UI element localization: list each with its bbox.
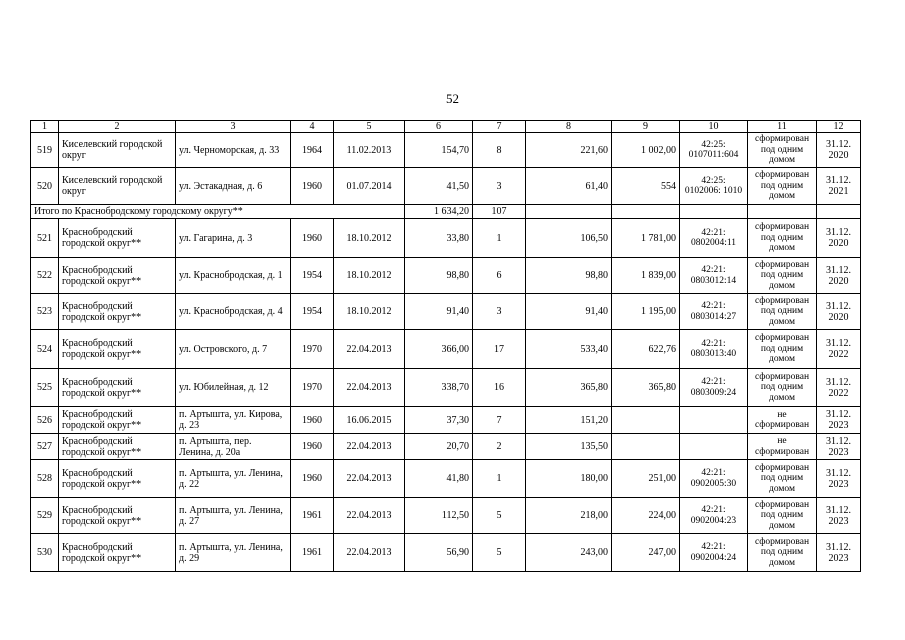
empty-cell — [748, 205, 817, 219]
date-cell: 18.10.2012 — [334, 258, 405, 294]
municipality-cell: Краснобродский городской округ** — [59, 434, 176, 460]
municipality-cell: Киселевский городской округ — [59, 168, 176, 205]
year-cell: 1954 — [291, 258, 334, 294]
area-cell: 37,30 — [405, 407, 473, 434]
year-cell: 1961 — [291, 534, 334, 572]
municipality-cell: Краснобродский городской округ** — [59, 460, 176, 498]
total-area-cell: 221,60 — [526, 133, 612, 168]
empty-cell — [526, 205, 612, 219]
header-cell: 1 — [31, 121, 59, 133]
land-area-cell: 554 — [612, 168, 680, 205]
header-cell: 3 — [176, 121, 291, 133]
deadline-cell: 31.12. 2023 — [817, 498, 861, 534]
area-cell: 366,00 — [405, 330, 473, 369]
residents-cell: 16 — [473, 369, 526, 407]
land-status-cell: сформирован под одним домом — [748, 294, 817, 330]
total-area-cell: 365,80 — [526, 369, 612, 407]
header-cell: 7 — [473, 121, 526, 133]
year-cell: 1960 — [291, 219, 334, 258]
deadline-cell: 31.12. 2023 — [817, 534, 861, 572]
table-body — [31, 121, 861, 572]
land-status-cell: не сформирован — [748, 434, 817, 460]
date-cell: 22.04.2013 — [334, 498, 405, 534]
cadastral-number-cell — [680, 407, 748, 434]
housing-table — [30, 120, 861, 572]
residents-cell: 7 — [473, 407, 526, 434]
address-cell: п. Артышта, ул. Ленина, д. 22 — [176, 460, 291, 498]
row-number-cell: 529 — [31, 498, 59, 534]
header-cell: 12 — [817, 121, 861, 133]
residents-cell: 3 — [473, 168, 526, 205]
land-status-cell: сформирован под одним домом — [748, 219, 817, 258]
row-number-cell: 522 — [31, 258, 59, 294]
table-row — [31, 434, 861, 460]
municipality-cell: Краснобродский городской округ** — [59, 498, 176, 534]
row-number-cell: 523 — [31, 294, 59, 330]
row-number-cell: 527 — [31, 434, 59, 460]
date-cell: 22.04.2013 — [334, 460, 405, 498]
municipality-cell: Краснобродский городской округ** — [59, 534, 176, 572]
cadastral-number-cell: 42:21: 0803012:14 — [680, 258, 748, 294]
cadastral-number-cell: 42:21: 0902004:23 — [680, 498, 748, 534]
deadline-cell: 31.12. 2021 — [817, 168, 861, 205]
row-number-cell: 520 — [31, 168, 59, 205]
land-area-cell: 365,80 — [612, 369, 680, 407]
row-number-cell: 524 — [31, 330, 59, 369]
year-cell: 1954 — [291, 294, 334, 330]
row-number-cell: 519 — [31, 133, 59, 168]
table-row — [31, 294, 861, 330]
year-cell: 1970 — [291, 330, 334, 369]
header-cell: 4 — [291, 121, 334, 133]
deadline-cell: 31.12. 2020 — [817, 258, 861, 294]
residents-cell: 3 — [473, 294, 526, 330]
deadline-cell: 31.12. 2023 — [817, 460, 861, 498]
municipality-cell: Краснобродский городской округ** — [59, 407, 176, 434]
total-area-cell: 91,40 — [526, 294, 612, 330]
land-area-cell: 622,76 — [612, 330, 680, 369]
municipality-cell: Краснобродский городской округ** — [59, 258, 176, 294]
cadastral-number-cell: 42:21: 0902005:30 — [680, 460, 748, 498]
total-area-cell: 533,40 — [526, 330, 612, 369]
date-cell: 01.07.2014 — [334, 168, 405, 205]
page-number: 52 — [446, 91, 459, 106]
total-area-cell: 135,50 — [526, 434, 612, 460]
row-number-cell: 530 — [31, 534, 59, 572]
area-cell: 56,90 — [405, 534, 473, 572]
residents-cell: 2 — [473, 434, 526, 460]
area-cell: 112,50 — [405, 498, 473, 534]
land-status-cell: сформирован под одним домом — [748, 133, 817, 168]
area-cell: 33,80 — [405, 219, 473, 258]
address-cell: ул. Краснобродская, д. 1 — [176, 258, 291, 294]
cadastral-number-cell: 42:21: 0803013:40 — [680, 330, 748, 369]
year-cell: 1970 — [291, 369, 334, 407]
area-cell: 154,70 — [405, 133, 473, 168]
date-cell: 22.04.2013 — [334, 330, 405, 369]
total-area-cell: 218,00 — [526, 498, 612, 534]
row-number-cell: 525 — [31, 369, 59, 407]
total-area-cell: 151,20 — [526, 407, 612, 434]
land-status-cell: сформирован под одним домом — [748, 460, 817, 498]
header-cell: 5 — [334, 121, 405, 133]
table-row — [31, 168, 861, 205]
table-row — [31, 219, 861, 258]
residents-cell: 17 — [473, 330, 526, 369]
cadastral-number-cell: 42:21: 0902004:24 — [680, 534, 748, 572]
municipality-cell: Краснобродский городской округ** — [59, 330, 176, 369]
header-cell: 9 — [612, 121, 680, 133]
date-cell: 22.04.2013 — [334, 369, 405, 407]
residents-cell: 5 — [473, 534, 526, 572]
area-cell: 338,70 — [405, 369, 473, 407]
deadline-cell: 31.12. 2022 — [817, 330, 861, 369]
header-row — [31, 121, 861, 133]
header-cell: 8 — [526, 121, 612, 133]
date-cell: 18.10.2012 — [334, 219, 405, 258]
address-cell: ул. Эстакадная, д. 6 — [176, 168, 291, 205]
total-row — [31, 205, 861, 219]
total-area-cell: 61,40 — [526, 168, 612, 205]
residents-cell: 1 — [473, 460, 526, 498]
date-cell: 11.02.2013 — [334, 133, 405, 168]
deadline-cell: 31.12. 2022 — [817, 369, 861, 407]
land-status-cell: сформирован под одним домом — [748, 498, 817, 534]
land-area-cell: 1 781,00 — [612, 219, 680, 258]
year-cell: 1960 — [291, 460, 334, 498]
header-cell: 6 — [405, 121, 473, 133]
year-cell: 1961 — [291, 498, 334, 534]
cadastral-number-cell — [680, 434, 748, 460]
area-cell: 41,50 — [405, 168, 473, 205]
municipality-cell: Краснобродский городской округ** — [59, 219, 176, 258]
deadline-cell: 31.12. 2020 — [817, 219, 861, 258]
municipality-cell: Краснобродский городской округ** — [59, 369, 176, 407]
total-residents-cell: 107 — [473, 205, 526, 219]
cadastral-number-cell: 42:25: 0102006: 1010 — [680, 168, 748, 205]
table-row — [31, 133, 861, 168]
table-row — [31, 330, 861, 369]
cadastral-number-cell: 42:21: 0803014:27 — [680, 294, 748, 330]
table-row — [31, 369, 861, 407]
year-cell: 1964 — [291, 133, 334, 168]
date-cell: 16.06.2015 — [334, 407, 405, 434]
land-area-cell: 224,00 — [612, 498, 680, 534]
date-cell: 22.04.2013 — [334, 434, 405, 460]
area-cell: 98,80 — [405, 258, 473, 294]
land-status-cell: сформирован под одним домом — [748, 258, 817, 294]
address-cell: п. Артышта, ул. Ленина, д. 27 — [176, 498, 291, 534]
table-row — [31, 534, 861, 572]
land-area-cell: 247,00 — [612, 534, 680, 572]
row-number-cell: 521 — [31, 219, 59, 258]
total-label-cell: Итого по Краснобродскому городскому округу** — [31, 205, 405, 219]
total-area-cell: 1 634,20 — [405, 205, 473, 219]
total-area-cell: 98,80 — [526, 258, 612, 294]
deadline-cell: 31.12. 2020 — [817, 294, 861, 330]
address-cell: п. Артышта, ул. Кирова, д. 23 — [176, 407, 291, 434]
table-row — [31, 407, 861, 434]
municipality-cell: Киселевский городской округ — [59, 133, 176, 168]
deadline-cell: 31.12. 2023 — [817, 407, 861, 434]
land-status-cell: не сформирован — [748, 407, 817, 434]
header-cell: 2 — [59, 121, 176, 133]
land-status-cell: сформирован под одним домом — [748, 369, 817, 407]
residents-cell: 1 — [473, 219, 526, 258]
land-status-cell: сформирован под одним домом — [748, 168, 817, 205]
table-row — [31, 258, 861, 294]
deadline-cell: 31.12. 2020 — [817, 133, 861, 168]
total-area-cell: 243,00 — [526, 534, 612, 572]
address-cell: ул. Краснобродская, д. 4 — [176, 294, 291, 330]
total-area-cell: 106,50 — [526, 219, 612, 258]
address-cell: ул. Юбилейная, д. 12 — [176, 369, 291, 407]
address-cell: ул. Черноморская, д. 33 — [176, 133, 291, 168]
empty-cell — [612, 205, 680, 219]
land-area-cell: 1 839,00 — [612, 258, 680, 294]
header-cell: 11 — [748, 121, 817, 133]
address-cell: п. Артышта, ул. Ленина, д. 29 — [176, 534, 291, 572]
land-area-cell: 1 002,00 — [612, 133, 680, 168]
residents-cell: 8 — [473, 133, 526, 168]
land-area-cell — [612, 434, 680, 460]
row-number-cell: 526 — [31, 407, 59, 434]
row-number-cell: 528 — [31, 460, 59, 498]
deadline-cell: 31.12. 2023 — [817, 434, 861, 460]
year-cell: 1960 — [291, 168, 334, 205]
land-status-cell: сформирован под одним домом — [748, 534, 817, 572]
total-area-cell: 180,00 — [526, 460, 612, 498]
empty-cell — [817, 205, 861, 219]
year-cell: 1960 — [291, 434, 334, 460]
year-cell: 1960 — [291, 407, 334, 434]
residents-cell: 5 — [473, 498, 526, 534]
area-cell: 20,70 — [405, 434, 473, 460]
cadastral-number-cell: 42:25: 0107011:604 — [680, 133, 748, 168]
empty-cell — [680, 205, 748, 219]
address-cell: п. Артышта, пер. Ленина, д. 20а — [176, 434, 291, 460]
land-area-cell — [612, 407, 680, 434]
header-cell: 10 — [680, 121, 748, 133]
table-row — [31, 460, 861, 498]
date-cell: 22.04.2013 — [334, 534, 405, 572]
land-area-cell: 1 195,00 — [612, 294, 680, 330]
area-cell: 91,40 — [405, 294, 473, 330]
table-row — [31, 498, 861, 534]
area-cell: 41,80 — [405, 460, 473, 498]
land-status-cell: сформирован под одним домом — [748, 330, 817, 369]
date-cell: 18.10.2012 — [334, 294, 405, 330]
cadastral-number-cell: 42:21: 0803009:24 — [680, 369, 748, 407]
municipality-cell: Краснобродский городской округ** — [59, 294, 176, 330]
cadastral-number-cell: 42:21: 0802004:11 — [680, 219, 748, 258]
address-cell: ул. Островского, д. 7 — [176, 330, 291, 369]
address-cell: ул. Гагарина, д. 3 — [176, 219, 291, 258]
residents-cell: 6 — [473, 258, 526, 294]
land-area-cell: 251,00 — [612, 460, 680, 498]
